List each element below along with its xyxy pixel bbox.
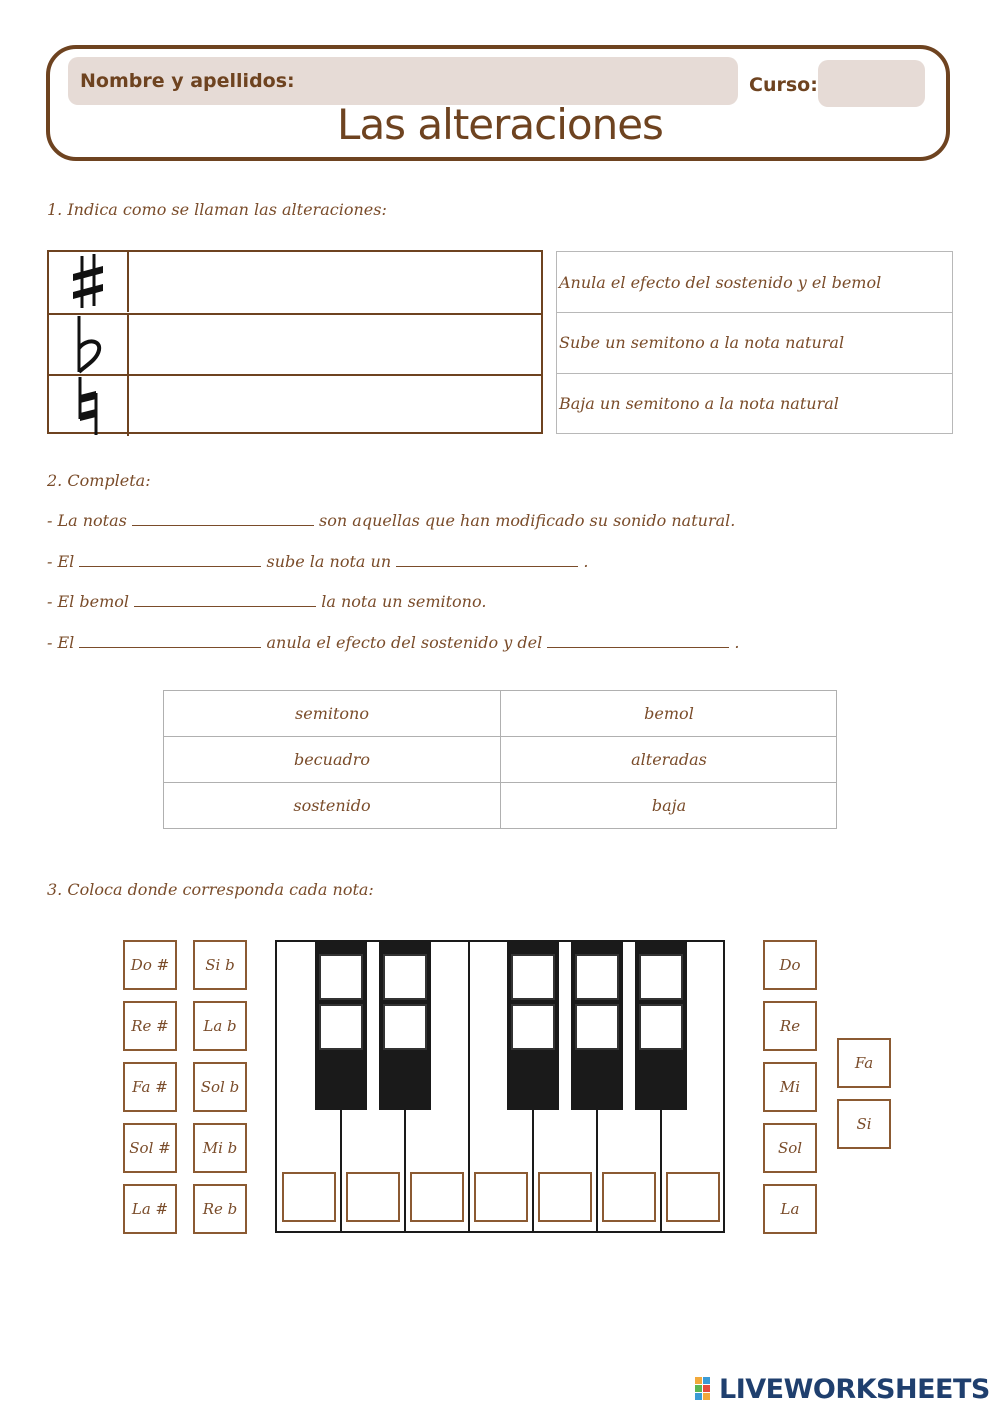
word-bank-table bbox=[163, 690, 837, 829]
white-key-drop[interactable] bbox=[346, 1172, 400, 1222]
note-tile[interactable]: Mi b bbox=[193, 1123, 247, 1173]
symbol-row bbox=[49, 313, 541, 375]
sentence-text: . bbox=[583, 552, 589, 571]
word-item[interactable]: semitono bbox=[295, 704, 369, 723]
sentence-2 bbox=[47, 552, 588, 571]
sentence-text: - El bemol bbox=[47, 592, 130, 611]
word-item[interactable]: sostenido bbox=[293, 796, 371, 815]
course-label: Curso: bbox=[749, 74, 818, 96]
natural-answer-field[interactable] bbox=[129, 376, 541, 436]
note-tile[interactable]: Do # bbox=[123, 940, 177, 990]
word-item[interactable]: alteradas bbox=[631, 750, 707, 769]
note-tile[interactable]: Sol bbox=[763, 1123, 817, 1173]
note-tile[interactable]: La # bbox=[123, 1184, 177, 1234]
black-key-drop-top[interactable] bbox=[319, 954, 363, 1000]
sentence-text: . bbox=[734, 633, 740, 652]
black-key-drop-bottom[interactable] bbox=[575, 1004, 619, 1050]
symbol-row bbox=[49, 252, 541, 312]
flat-answer-field[interactable] bbox=[129, 315, 541, 375]
black-key-drop-bottom[interactable] bbox=[319, 1004, 363, 1050]
blank-field[interactable] bbox=[79, 635, 261, 648]
white-key-divider bbox=[468, 942, 470, 1231]
white-key-drop[interactable] bbox=[666, 1172, 720, 1222]
section3-instruction: 3. Coloca donde corresponda cada nota: bbox=[47, 880, 374, 899]
white-key-drop[interactable] bbox=[282, 1172, 336, 1222]
black-key-drop-top[interactable] bbox=[383, 954, 427, 1000]
black-key bbox=[635, 942, 687, 1110]
blank-field[interactable] bbox=[132, 513, 314, 526]
sentence-text: - La notas bbox=[47, 511, 127, 530]
black-key bbox=[379, 942, 431, 1110]
symbol-row bbox=[49, 374, 541, 436]
note-tile[interactable]: Do bbox=[763, 940, 817, 990]
sharp-answer-field[interactable] bbox=[129, 252, 541, 312]
note-tile[interactable]: La bbox=[763, 1184, 817, 1234]
liveworksheets-logo bbox=[695, 1374, 990, 1405]
blank-field[interactable] bbox=[547, 635, 729, 648]
black-key-drop-bottom[interactable] bbox=[511, 1004, 555, 1050]
sentence-text: - El bbox=[47, 633, 75, 652]
blank-field[interactable] bbox=[134, 594, 316, 607]
note-tile[interactable]: La b bbox=[193, 1001, 247, 1051]
section1-instruction: 1. Indica como se llaman las alteraciones: bbox=[47, 200, 387, 219]
note-tile[interactable]: Re # bbox=[123, 1001, 177, 1051]
definition-item[interactable]: Sube un semitono a la nota natural bbox=[557, 312, 952, 372]
note-tile[interactable]: Sol # bbox=[123, 1123, 177, 1173]
black-key bbox=[571, 942, 623, 1110]
sentence-text: - El bbox=[47, 552, 75, 571]
note-tile[interactable]: Sol b bbox=[193, 1062, 247, 1112]
white-key-drop[interactable] bbox=[602, 1172, 656, 1222]
piano-keyboard bbox=[275, 940, 725, 1233]
sentence-text: son aquellas que han modificado su sonido natural. bbox=[319, 511, 736, 530]
note-tile[interactable]: Re b bbox=[193, 1184, 247, 1234]
black-key-drop-bottom[interactable] bbox=[639, 1004, 683, 1050]
sentence-text: la nota un semitono. bbox=[321, 592, 487, 611]
note-tile[interactable]: Re bbox=[763, 1001, 817, 1051]
brand-text: LIVEWORKSHEETS bbox=[719, 1374, 990, 1405]
black-key bbox=[507, 942, 559, 1110]
flat-icon bbox=[49, 315, 129, 375]
black-key-drop-top[interactable] bbox=[639, 954, 683, 1000]
blank-field[interactable] bbox=[396, 554, 578, 567]
name-label: Nombre y apellidos: bbox=[80, 70, 295, 92]
sentence-3 bbox=[47, 592, 486, 611]
definition-item[interactable]: Anula el efecto del sostenido y el bemol bbox=[559, 272, 882, 292]
blank-field[interactable] bbox=[79, 554, 261, 567]
sentence-4 bbox=[47, 633, 740, 652]
note-tile[interactable]: Mi bbox=[763, 1062, 817, 1112]
section2-instruction: 2. Completa: bbox=[47, 471, 151, 490]
logo-grid-icon bbox=[695, 1377, 719, 1401]
black-key-drop-top[interactable] bbox=[575, 954, 619, 1000]
black-key bbox=[315, 942, 367, 1110]
word-item[interactable]: baja bbox=[651, 796, 687, 815]
white-key-drop[interactable] bbox=[410, 1172, 464, 1222]
word-item[interactable]: becuadro bbox=[293, 750, 371, 769]
black-key-drop-top[interactable] bbox=[511, 954, 555, 1000]
symbols-table bbox=[47, 250, 543, 434]
note-tile[interactable]: Fa # bbox=[123, 1062, 177, 1112]
sentence-text: anula el efecto del sostenido y del bbox=[266, 633, 543, 652]
definitions-table bbox=[556, 251, 953, 434]
natural-icon bbox=[49, 376, 129, 436]
sharp-icon bbox=[49, 252, 129, 312]
white-key-drop[interactable] bbox=[474, 1172, 528, 1222]
black-key-drop-bottom[interactable] bbox=[383, 1004, 427, 1050]
word-item[interactable]: bemol bbox=[644, 704, 694, 723]
note-tile[interactable]: Fa bbox=[837, 1038, 891, 1088]
sentence-1 bbox=[47, 511, 735, 530]
definition-item[interactable]: Baja un semitono a la nota natural bbox=[557, 373, 952, 433]
note-tile[interactable]: Si bbox=[837, 1099, 891, 1149]
page-title: Las alteraciones bbox=[337, 100, 663, 149]
sentence-text: sube la nota un bbox=[266, 552, 392, 571]
white-key-drop[interactable] bbox=[538, 1172, 592, 1222]
note-tile[interactable]: Si b bbox=[193, 940, 247, 990]
